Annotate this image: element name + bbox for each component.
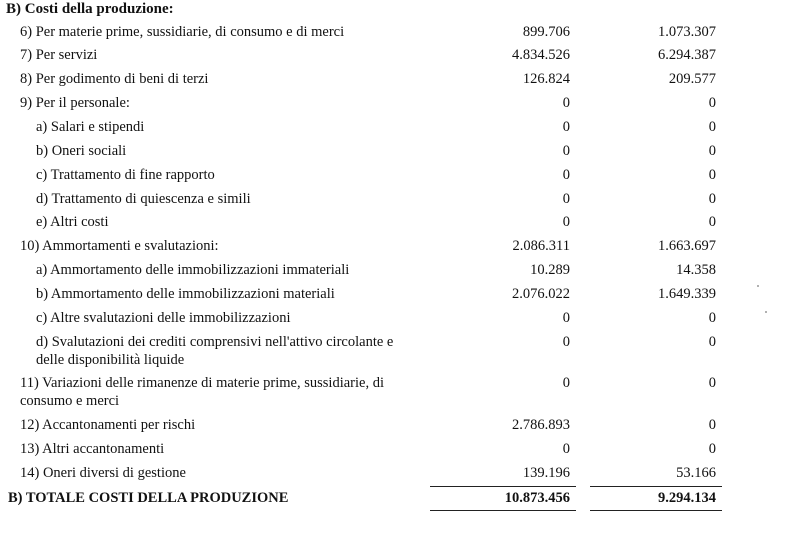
scan-speck	[765, 311, 767, 313]
row-label: 10) Ammortamenti e svalutazioni:	[20, 238, 219, 254]
row-label: 6) Per materie prime, sussidiarie, di consumo e di merci	[20, 24, 345, 40]
value-current-year: 0	[562, 143, 570, 159]
value-previous-year: 0	[708, 441, 716, 457]
value-current-year: 0	[562, 334, 570, 350]
cost-row	[0, 333, 800, 377]
cost-row	[0, 374, 800, 418]
total-rule-top-col1	[430, 486, 576, 487]
value-previous-year: 1.663.697	[658, 238, 716, 254]
row-label: a) Salari e stipendi	[36, 119, 145, 135]
total-value-previous: 9.294.134	[658, 490, 716, 506]
value-current-year: 0	[562, 375, 570, 391]
row-label: d) Svalutazioni dei crediti comprensivi nell'attivo circolante e delle disponibilità liquide	[36, 334, 394, 368]
value-previous-year: 0	[708, 143, 716, 159]
total-rule-top-col2	[590, 486, 722, 487]
value-previous-year: 0	[708, 167, 716, 183]
row-label: e) Altri costi	[36, 214, 109, 230]
value-current-year: 2.086.311	[512, 238, 570, 254]
value-current-year: 4.834.526	[512, 47, 570, 63]
value-current-year: 899.706	[522, 24, 570, 40]
row-label: b) Ammortamento delle immobilizzazioni materiali	[36, 286, 335, 302]
value-current-year: 0	[562, 191, 570, 207]
value-previous-year: 0	[708, 214, 716, 230]
total-row	[0, 489, 800, 533]
value-current-year: 126.824	[522, 71, 570, 87]
value-current-year: 0	[562, 95, 570, 111]
value-previous-year: 0	[708, 119, 716, 135]
value-previous-year: 0	[708, 417, 716, 433]
section-heading: B) Costi della produzione:	[6, 1, 174, 17]
total-rule-bottom-col1	[430, 510, 576, 511]
value-previous-year: 6.294.387	[658, 47, 716, 63]
total-label: B) TOTALE COSTI DELLA PRODUZIONE	[8, 490, 289, 506]
scan-speck	[757, 285, 759, 287]
total-value-current: 10.873.456	[504, 490, 570, 506]
total-rule-bottom-col2	[590, 510, 722, 511]
value-previous-year: 0	[708, 310, 716, 326]
value-current-year: 2.076.022	[512, 286, 570, 302]
row-label: 8) Per godimento di beni di terzi	[20, 71, 209, 87]
value-current-year: 0	[562, 119, 570, 135]
value-previous-year: 53.166	[676, 465, 716, 481]
row-label: c) Altre svalutazioni delle immobilizzazioni	[36, 310, 291, 326]
value-previous-year: 0	[708, 334, 716, 350]
row-label: c) Trattamento di fine rapporto	[36, 167, 215, 183]
row-label: 7) Per servizi	[20, 47, 98, 63]
row-label: b) Oneri sociali	[36, 143, 127, 159]
value-current-year: 0	[562, 310, 570, 326]
row-label: a) Ammortamento delle immobilizzazioni immateriali	[36, 262, 350, 278]
value-previous-year: 209.577	[668, 71, 716, 87]
value-current-year: 0	[562, 167, 570, 183]
value-current-year: 2.786.893	[512, 417, 570, 433]
value-previous-year: 0	[708, 375, 716, 391]
row-label: 12) Accantonamenti per rischi	[20, 417, 196, 433]
value-current-year: 139.196	[522, 465, 570, 481]
value-current-year: 0	[562, 441, 570, 457]
value-previous-year: 1.073.307	[658, 24, 716, 40]
value-previous-year: 0	[708, 191, 716, 207]
value-previous-year: 1.649.339	[658, 286, 716, 302]
row-label: 11) Variazioni delle rimanenze di materie prime, sussidiarie, di consumo e merci	[20, 375, 384, 409]
row-label: 13) Altri accantonamenti	[20, 441, 165, 457]
row-label: 9) Per il personale:	[20, 95, 130, 111]
value-previous-year: 14.358	[676, 262, 716, 278]
row-label: 14) Oneri diversi di gestione	[20, 465, 186, 481]
value-previous-year: 0	[708, 95, 716, 111]
value-current-year: 10.289	[530, 262, 570, 278]
value-current-year: 0	[562, 214, 570, 230]
row-label: d) Trattamento di quiescenza e simili	[36, 191, 251, 207]
